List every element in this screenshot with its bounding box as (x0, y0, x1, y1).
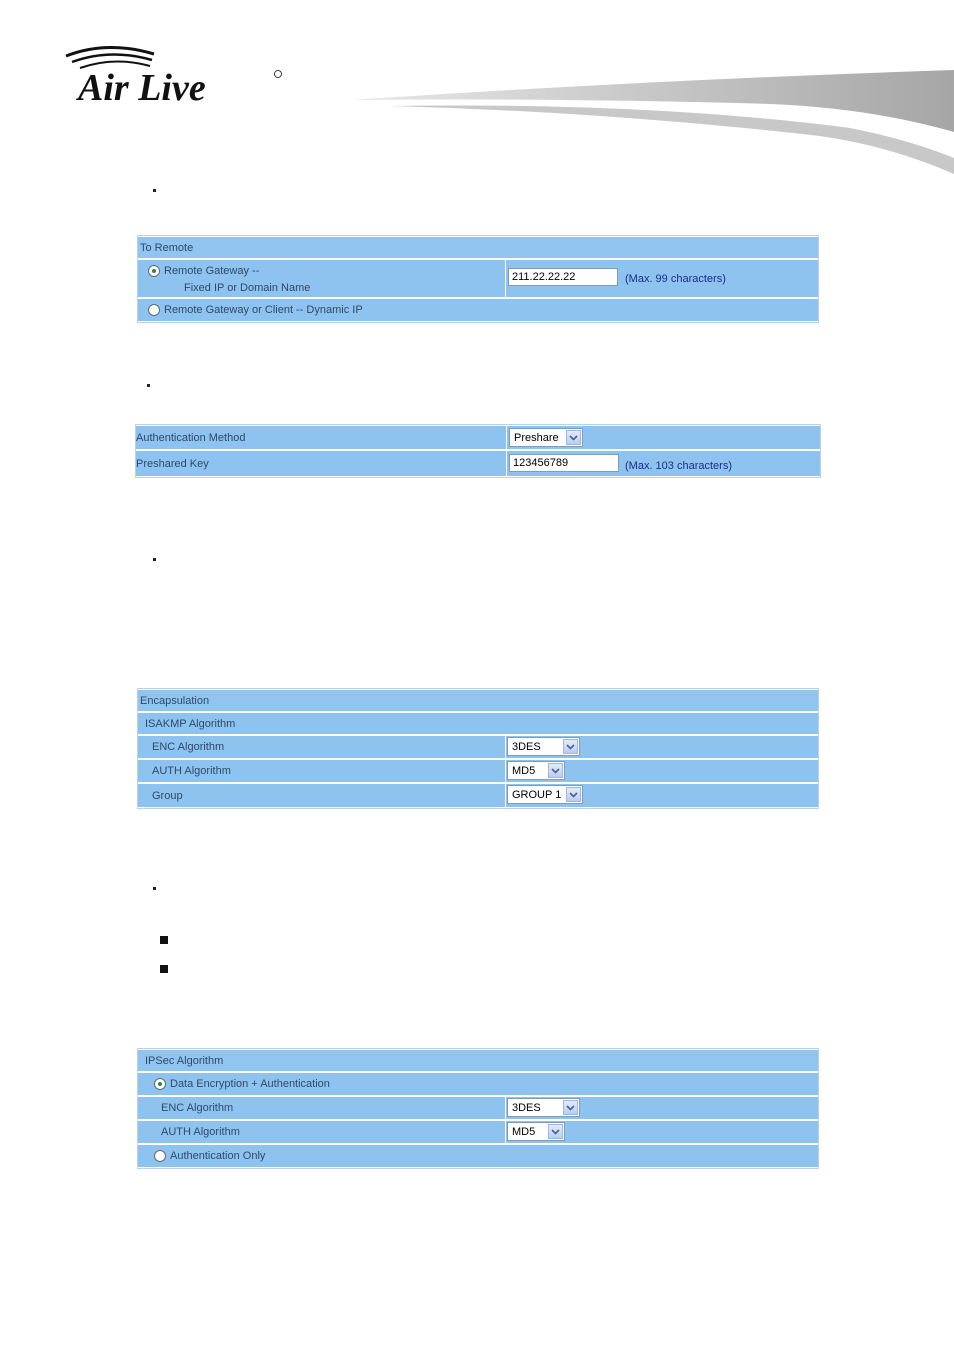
isakmp-group-label: Group (152, 789, 183, 802)
ipsec-data-encryption-radio[interactable] (154, 1078, 166, 1090)
remote-gateway-fixed-radio[interactable] (148, 265, 160, 277)
ipsec-data-encryption-label: Data Encryption + Authentication (170, 1078, 330, 1090)
ipsec-auth-value: MD5 (512, 1125, 536, 1138)
isakmp-auth-value: MD5 (512, 764, 536, 777)
authentication-method-select[interactable] (509, 428, 583, 447)
ipsec-enc-row (138, 1097, 818, 1119)
isakmp-auth-row (138, 760, 818, 782)
step-dot (147, 384, 150, 387)
ipsec-enc-label: ENC Algorithm (161, 1102, 234, 1114)
step-dot (153, 558, 156, 561)
isakmp-auth-select[interactable] (507, 761, 565, 780)
authentication-panel (135, 424, 821, 478)
bullet-square (160, 965, 168, 973)
preshared-key-hint: (Max. 103 characters) (625, 460, 732, 472)
isakmp-group-value: GROUP 1 (512, 788, 562, 801)
isakmp-enc-select[interactable] (507, 737, 580, 756)
header-swoosh (350, 62, 954, 177)
chevron-down-icon[interactable] (566, 430, 581, 445)
ipsec-auth-only-row (138, 1145, 818, 1167)
remote-gateway-input[interactable]: 211.22.22.22 (508, 268, 618, 286)
preshared-key-input[interactable]: 123456789 (509, 454, 619, 472)
bullet-square (160, 936, 168, 944)
preshared-key-row (136, 451, 820, 476)
airlive-logo (62, 42, 292, 106)
isakmp-enc-row (138, 736, 818, 758)
isakmp-header (138, 713, 818, 734)
encapsulation-title: Encapsulation (140, 694, 210, 707)
ipsec-title: IPSec Algorithm (145, 1054, 224, 1067)
isakmp-group-select[interactable] (507, 785, 583, 804)
step-dot (153, 887, 156, 890)
chevron-down-icon[interactable] (563, 1100, 578, 1115)
remote-gateway-dynamic-label: Remote Gateway or Client -- Dynamic IP (164, 304, 363, 316)
remote-gateway-dynamic-radio[interactable] (148, 304, 160, 316)
encapsulation-header (138, 690, 818, 711)
ipsec-data-encryption-row (138, 1073, 818, 1095)
ipsec-enc-value: 3DES (512, 1101, 541, 1114)
to-remote-panel (137, 235, 819, 323)
isakmp-group-row (138, 784, 818, 807)
ipsec-enc-select[interactable] (507, 1098, 580, 1117)
isakmp-auth-label: AUTH Algorithm (152, 765, 231, 777)
isakmp-title: ISAKMP Algorithm (145, 717, 236, 730)
remote-gateway-hint: (Max. 99 characters) (625, 273, 726, 285)
authentication-method-row (136, 426, 820, 449)
to-remote-header (138, 237, 818, 258)
remote-gateway-dynamic-row (138, 299, 818, 321)
ipsec-auth-select[interactable] (507, 1122, 565, 1141)
chevron-down-icon[interactable] (563, 739, 578, 754)
ipsec-auth-only-label: Authentication Only (170, 1150, 266, 1162)
chevron-down-icon[interactable] (548, 763, 563, 778)
ipsec-auth-label: AUTH Algorithm (161, 1126, 240, 1138)
chevron-down-icon[interactable] (566, 787, 581, 802)
remote-gateway-fixed-label: Remote Gateway -- (164, 265, 260, 277)
chevron-down-icon[interactable] (548, 1124, 563, 1139)
remote-gateway-fixed-sublabel: Fixed IP or Domain Name (184, 282, 311, 294)
isakmp-enc-value: 3DES (512, 740, 541, 753)
authentication-method-label: Authentication Method (136, 431, 246, 444)
authentication-method-value: Preshare (514, 431, 559, 444)
ipsec-auth-row (138, 1121, 818, 1143)
encapsulation-panel (137, 688, 819, 809)
ipsec-header (138, 1050, 818, 1071)
logo-text: Air Live (78, 67, 206, 106)
to-remote-title: To Remote (140, 241, 194, 254)
ipsec-auth-only-radio[interactable] (154, 1150, 166, 1162)
remote-gateway-fixed-row (138, 260, 818, 297)
preshared-key-label: Preshared Key (136, 457, 209, 470)
ipsec-panel (137, 1048, 819, 1169)
isakmp-enc-label: ENC Algorithm (152, 741, 225, 753)
step-dot (153, 189, 156, 192)
